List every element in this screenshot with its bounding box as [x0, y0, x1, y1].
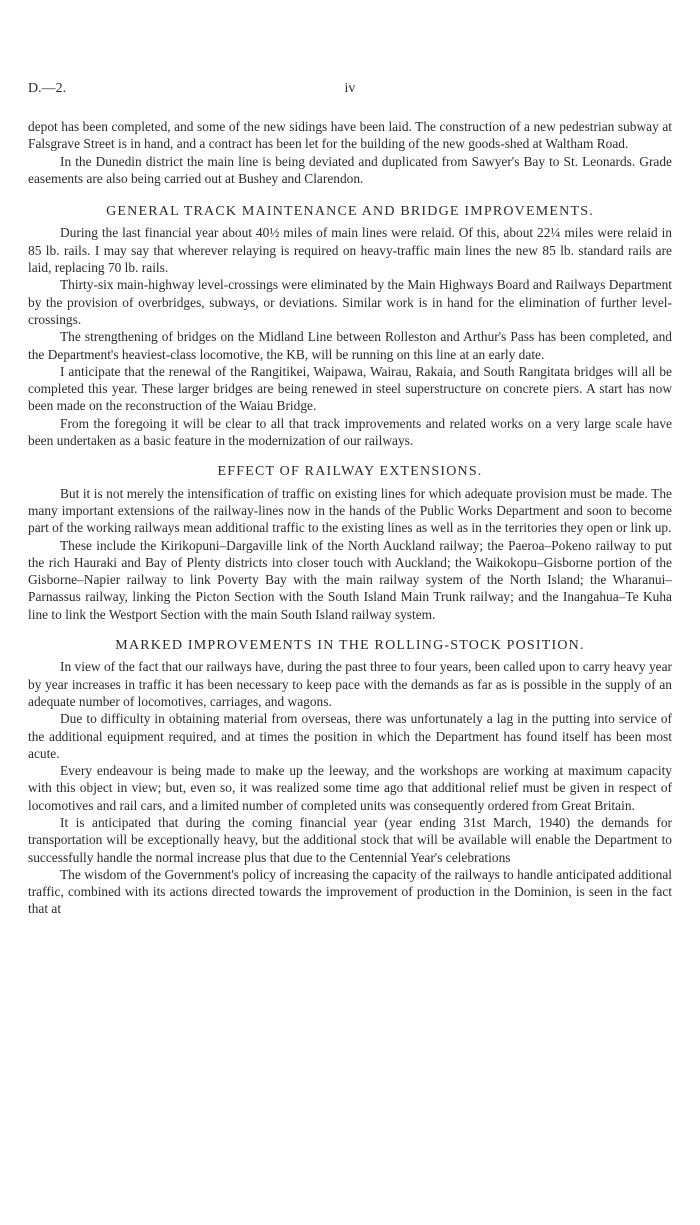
page-header — [28, 80, 672, 100]
paragraph: depot has been completed, and some of the new sidings have been laid. The construction of a new pedestrian subway at Falsgrave Street is in hand, and a contract has been let for the building of the new goods-shed at Waltham Road. — [28, 119, 672, 152]
paragraph: In view of the fact that our railways have, during the past three to four years, been called upon to carry heavy year by year increases in traffic it has been necessary to keep pace with the demands as far as is possible in the supply of an adequate number of locomotives, carriages, and wagons. — [28, 659, 672, 709]
section-heading: MARKED IMPROVEMENTS IN THE ROLLING-STOCK POSITION. — [115, 638, 585, 654]
section-heading: EFFECT OF RAILWAY EXTENSIONS. — [217, 464, 483, 480]
paragraph: I anticipate that the renewal of the Rangitikei, Waipawa, Wairau, Rakaia, and South Rangitata bridges will all be completed this year. These larger bridges are being renewed in steel superstructure on concrete piers. A start has now been made on the reconstruction of the Waiau Bridge. — [28, 363, 672, 414]
section-heading: GENERAL TRACK MAINTENANCE AND BRIDGE IMPROVEMENTS. — [106, 204, 594, 220]
paragraph: These include the Kirikopuni–Dargaville link of the North Auckland railway; the Paeroa–Pokeno railway to put the rich Hauraki and Bay of Plenty districts into closer touch with Auckland; the Waikokopu–Gisborne portion of the Gisborne–Napier railway to link Poverty Bay with the main railway system of the North Island; the Wharanui–Parnassus railway, linking the Picton Section with the South Island Main Trunk railway; and the Inangahua–Te Kuha line to link the Westport Section with the main South Island railway system. — [28, 537, 672, 622]
document-body — [28, 118, 672, 918]
paragraph: In the Dunedin district the main line is being deviated and duplicated from Sawyer's Bay to St. Leonards. Grade easements are also being carried out at Bushey and Clarendon. — [28, 153, 672, 186]
paragraph: Thirty-six main-highway level-crossings were eliminated by the Main Highways Board and Railways Department by the provision of overbridges, subways, or deviations. Similar work is in hand for the elimination of further level-crossings. — [28, 277, 672, 327]
paragraph: The wisdom of the Government's policy of increasing the capacity of the railways to handle anticipated additional traffic, combined with its actions directed towards the improvement of production in the Dominion, is seen in the fact that at — [28, 866, 672, 917]
paragraph: From the foregoing it will be clear to all that track improvements and related works on a very large scale have been undertaken as a basic feature in the modernization of our railways. — [28, 415, 672, 449]
page-number: iv — [344, 81, 356, 96]
paragraph: It is anticipated that during the coming financial year (year ending 31st March, 1940) the demands for transportation will be exceptionally heavy, but the additional stock that will be available will enable the Department to successfully handle the normal increase plus that due to the Centennial Year's celebrations — [28, 814, 672, 865]
paragraph: Due to difficulty in obtaining material from overseas, there was unfortunately a lag in the putting into service of the additional equipment required, and at times the position in which the Department has found itself has been most acute. — [28, 711, 672, 761]
document-reference: D.—2. — [28, 81, 67, 96]
paragraph: Every endeavour is being made to make up the leeway, and the workshops are working at maximum capacity with this object in view; but, even so, it was realized some time ago that additional relief must be given in respect of locomotives and rail cars, and a limited number of completed units was consequently ordered from Great Britain. — [28, 763, 672, 813]
paragraph: The strengthening of bridges on the Midland Line between Rolleston and Arthur's Pass has been completed, and the Department's heaviest-class locomotive, the KB, will be running on this line at an early date. — [28, 329, 672, 362]
paragraph: But it is not merely the intensification of traffic on existing lines for which adequate provision must be made. The many important extensions of the railway-lines now in the hands of the Public Works Department and soon to become part of the working railways mean additional traffic to the existing lines as well as in the territories they open or link up. — [28, 485, 672, 536]
paragraph: During the last financial year about 40½ miles of main lines were relaid. Of this, about 22¼ miles were relaid in 85 lb. rails. I may say that wherever relaying is required on heavy-traffic main lines the new 85 lb. standard rails are laid, replacing 70 lb. rails. — [28, 225, 672, 276]
